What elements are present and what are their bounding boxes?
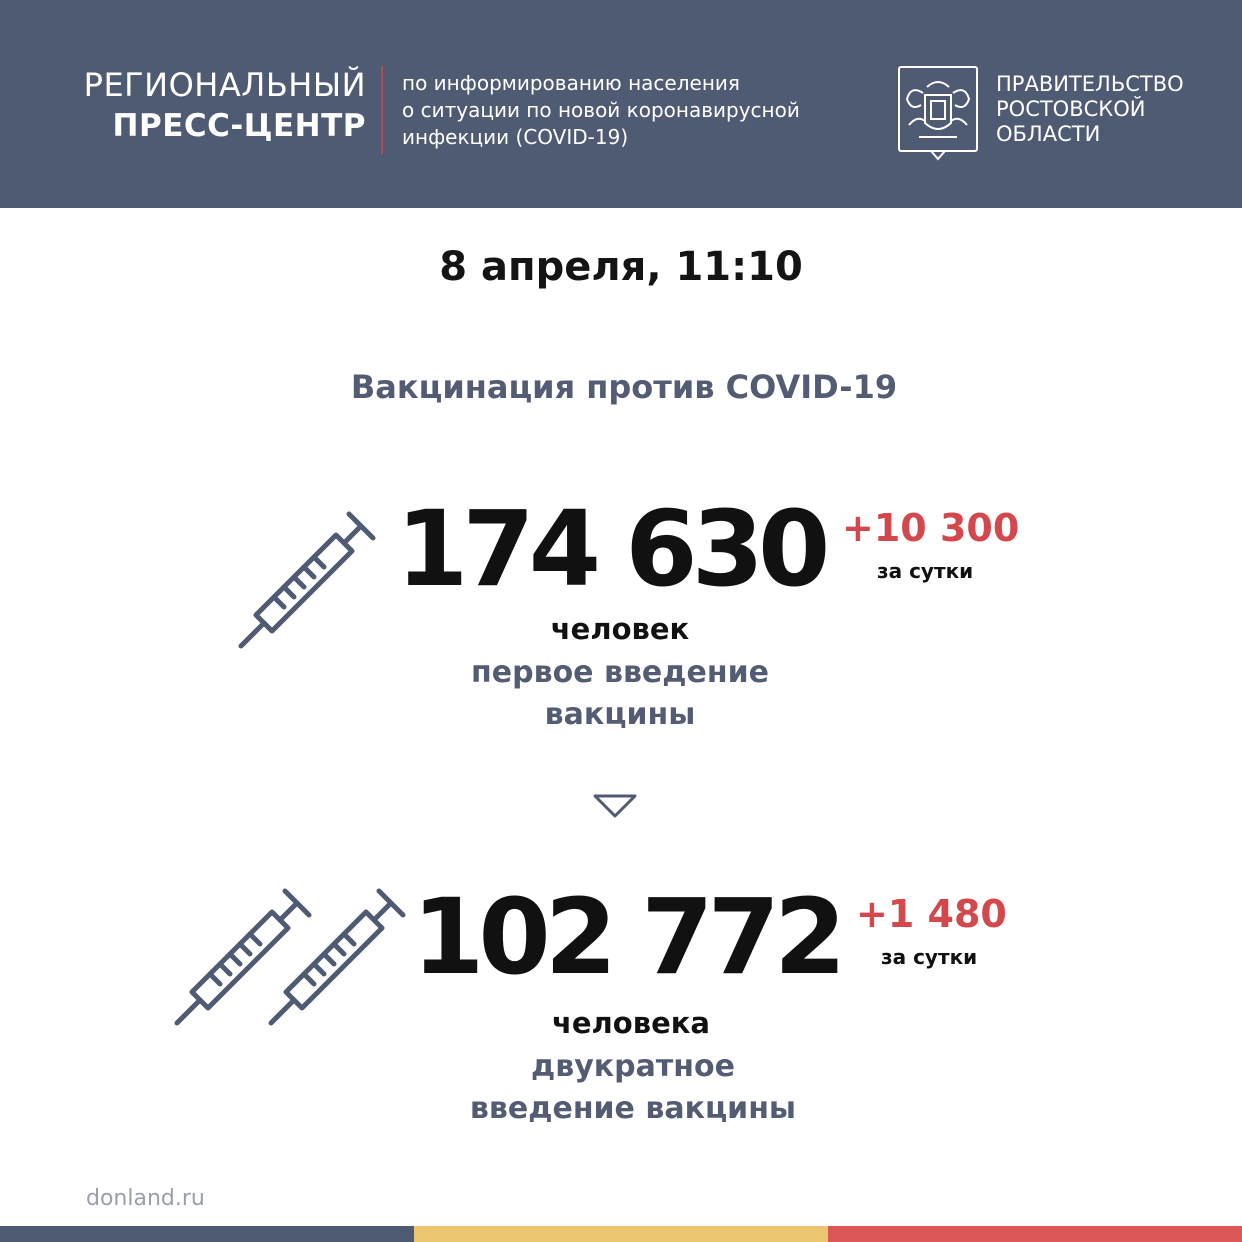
footer-website-link[interactable]: donland.ru — [86, 1186, 205, 1211]
second-dose-daily-increase: +1 480 — [856, 892, 1007, 936]
first-dose-description-line: вакцины — [544, 697, 696, 732]
footer-stripe-yellow — [414, 1226, 828, 1242]
press-center-title-line1: РЕГИОНАЛЬНЫЙ — [83, 66, 366, 104]
second-dose-description-line: введение вакцины — [469, 1091, 797, 1126]
second-dose-per-day-label: за сутки — [881, 945, 978, 969]
coat-of-arms-icon — [897, 65, 979, 161]
header-description-line: о ситуации по новой коронавирусной — [402, 98, 800, 122]
footer-stripe-blue — [0, 1226, 414, 1242]
header-divider — [381, 66, 383, 154]
first-dose-daily-increase: +10 300 — [842, 506, 1020, 550]
first-dose-people-label: человек — [550, 612, 690, 646]
section-title: Вакцинация против COVID-19 — [350, 368, 898, 406]
government-name-line: ПРАВИТЕЛЬСТВО — [996, 72, 1184, 96]
second-dose-count: 102 772 — [412, 876, 841, 998]
second-dose-description — [0, 1046, 1242, 1130]
second-dose-description-line: двукратное — [531, 1049, 735, 1084]
government-name-line: РОСТОВСКОЙ — [996, 97, 1146, 121]
second-dose-people-label: человека — [551, 1006, 710, 1040]
header-banner — [0, 0, 1242, 208]
government-name — [996, 72, 1184, 147]
header-description — [402, 70, 800, 151]
press-center-title-line2: ПРЕСС-ЦЕНТР — [112, 108, 366, 144]
first-dose-per-day-label: за сутки — [877, 559, 974, 583]
report-date: 8 апреля, 11:10 — [439, 244, 803, 290]
chevron-down-icon — [592, 792, 638, 820]
header-description-line: по информированию населения — [402, 71, 740, 95]
first-dose-description — [0, 652, 1240, 736]
government-name-line: ОБЛАСТИ — [996, 122, 1101, 146]
footer-stripe-red — [828, 1226, 1242, 1242]
first-dose-description-line: первое введение — [471, 655, 769, 690]
header-description-line: инфекции (COVID-19) — [402, 125, 629, 149]
first-dose-count: 174 630 — [396, 488, 825, 610]
